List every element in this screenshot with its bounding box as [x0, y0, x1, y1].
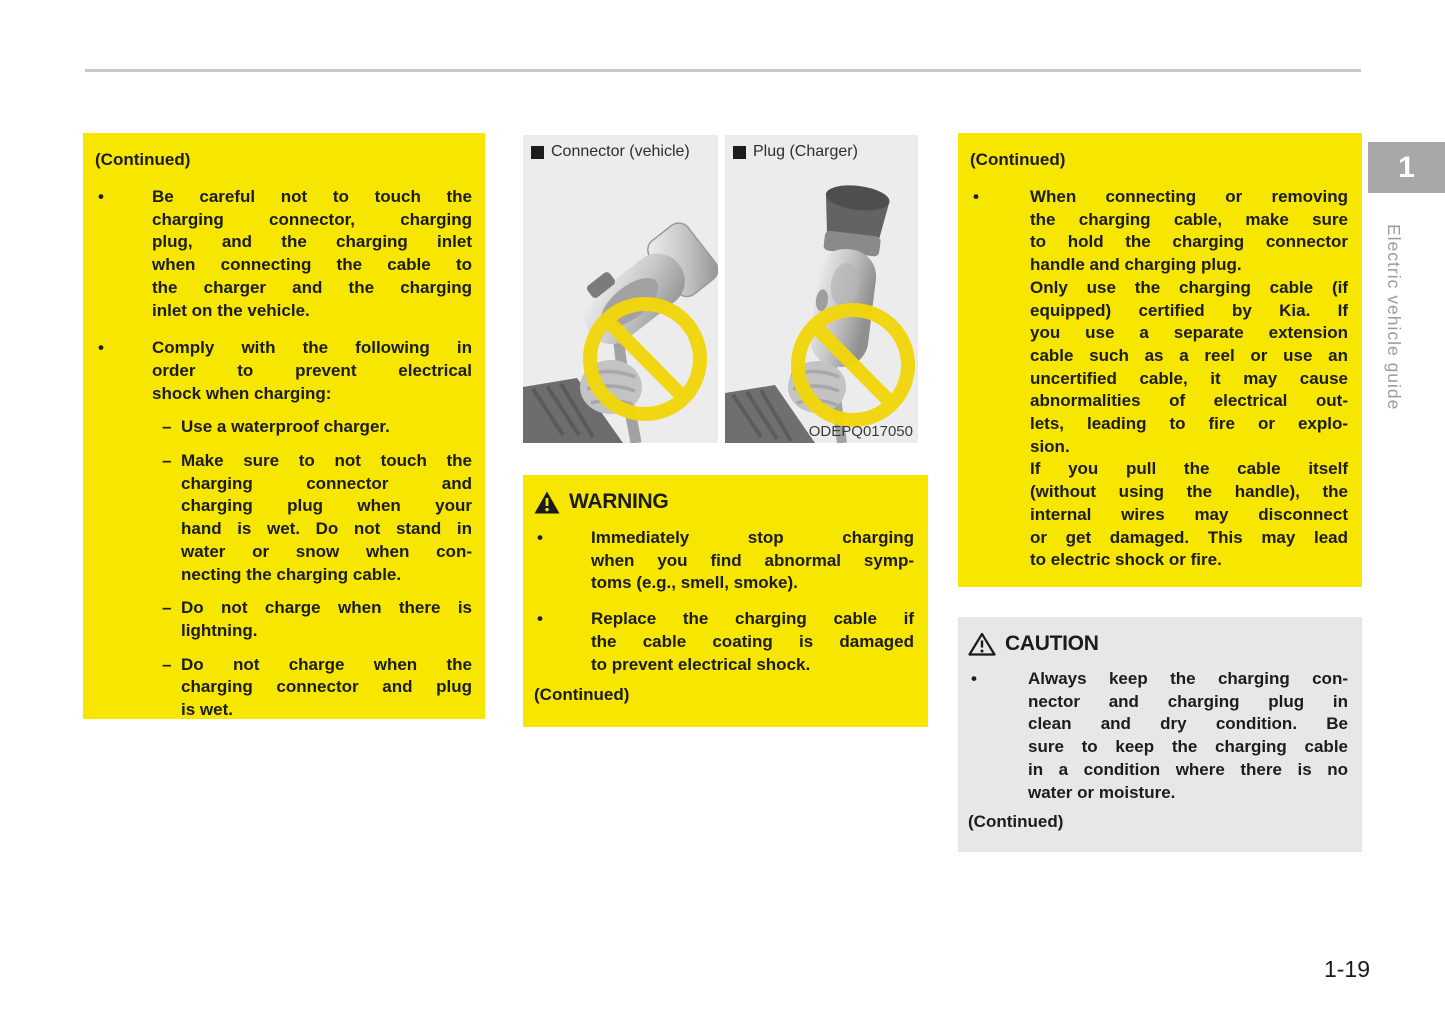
figure-connector-vehicle: [523, 135, 718, 443]
warning-box: [523, 475, 928, 727]
figure-label-text: Plug (Charger): [753, 143, 858, 160]
bullet-item: [95, 337, 472, 722]
figure-label: [531, 143, 690, 161]
bullet-item: [95, 186, 472, 322]
dash-marker: [162, 416, 178, 439]
sub-text: Make sure to not touch the charging connector and charging plug when your hand is wet. Do not stand in water or snow when con- necting the charging cable.: [181, 451, 472, 584]
bullet-marker: [971, 668, 991, 691]
continued-label: (Continued): [534, 685, 630, 705]
chapter-side-label: Electric vehicle guide: [1384, 224, 1404, 411]
page-number: 1-19: [1323, 956, 1370, 982]
sub-item: [152, 416, 472, 439]
caution-title-row: [968, 632, 1348, 656]
bullet-item: [970, 186, 1348, 572]
dash-marker: [162, 597, 178, 620]
dash-marker: [162, 654, 178, 677]
caution-title: CAUTION: [1005, 632, 1099, 655]
black-square-icon: [733, 146, 746, 159]
bullet-marker: [537, 608, 557, 631]
chapter-tab: 1: [1368, 142, 1445, 193]
left-warning-continuation-box: [83, 133, 485, 719]
dash-marker: [162, 450, 178, 473]
bullet-text: Immediately stop charging when you find abnormal symp- toms (e.g., smell, smoke).: [591, 528, 914, 593]
bullet-item: [534, 608, 914, 676]
bullet-text: Always keep the charging con- nector and charging plug in clean and dry condition. Be sure to keep the charging cable in a condition where there is no water or moisture.: [1028, 669, 1348, 802]
figure-plug-charger: [725, 135, 918, 443]
sub-text: Do not charge when the charging connector and plug is wet.: [181, 654, 472, 720]
right-warning-continuation-box: [958, 133, 1362, 587]
sub-text: Do not charge when there is lightning.: [181, 598, 472, 640]
bullet-intro-text: Comply with the following in order to prevent electrical shock when charging:: [152, 338, 472, 403]
plug-photo-illustration: [725, 135, 918, 443]
bullet-marker: [973, 186, 993, 209]
sub-text: Use a waterproof charger.: [181, 417, 390, 437]
continued-label: (Continued): [968, 812, 1064, 832]
bullet-text: When connecting or removing the charging cable, make sure to hold the charging connector handle and charging plug. Only use the charging cable (if equipped) certified by Kia. If you use a separate extension cable such as a reel or use an uncertified cable, it may cause abnormalities of electrical out- lets, leading to fire or explo- sion. If you pull the cable itself (without using the handle), the internal wires may disconnect or get damaged. This may lead to electric shock or fire.: [1030, 187, 1348, 570]
warning-title-row: [534, 490, 914, 514]
sub-item: [152, 654, 472, 722]
warning-title: WARNING: [569, 490, 669, 513]
continued-label: (Continued): [970, 150, 1066, 169]
bullet-item: [968, 668, 1348, 804]
sub-item: [152, 450, 472, 586]
figure-label-text: Connector (vehicle): [551, 143, 690, 160]
figure-label: [733, 143, 858, 161]
figure-code: ODEPQ017050: [808, 423, 913, 440]
bullet-marker: [98, 337, 118, 360]
black-square-icon: [531, 146, 544, 159]
bullet-marker: [98, 186, 118, 209]
charging-plug: [805, 182, 891, 370]
bullet-item: [534, 527, 914, 595]
caution-triangle-icon: [968, 632, 996, 656]
connector-photo-illustration: [523, 135, 718, 443]
bullet-text: Replace the charging cable if the cable coating is damaged to prevent electrical shock.: [591, 609, 914, 674]
bullet-text: Be careful not to touch the charging connector, charging plug, and the charging inlet when connecting the cable to the charger and the charging inlet on the vehicle.: [152, 187, 472, 320]
sub-item: [152, 597, 472, 642]
caution-box: [958, 617, 1362, 852]
header-divider: [85, 69, 1361, 72]
bullet-text: [152, 337, 472, 722]
continued-label: (Continued): [95, 150, 191, 169]
bullet-marker: [537, 527, 557, 550]
warning-triangle-icon: [534, 491, 560, 514]
